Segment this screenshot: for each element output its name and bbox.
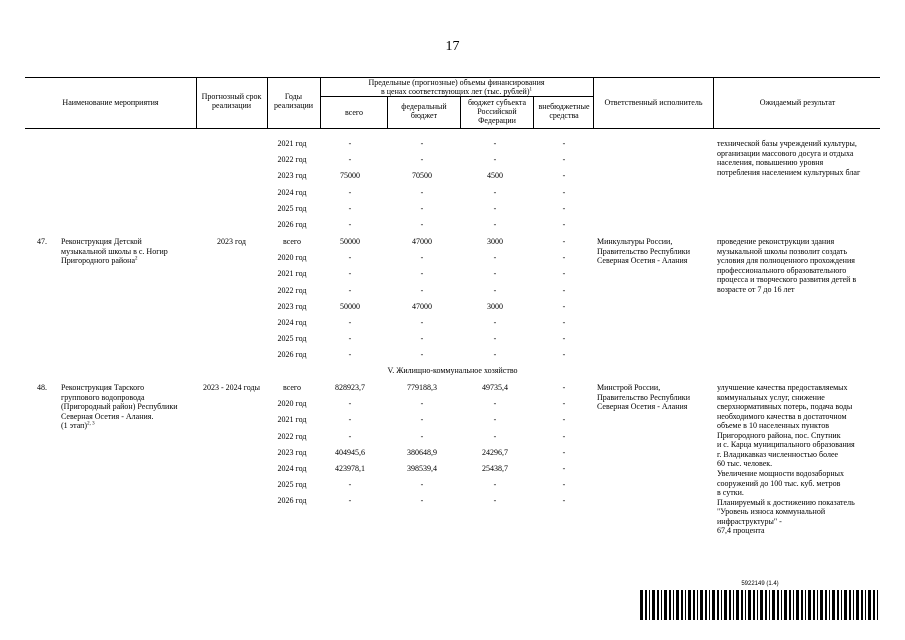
subject-cell: - (493, 155, 497, 165)
barcode-bar (868, 590, 871, 620)
barcode-bar (685, 590, 686, 620)
barcode-bar (721, 590, 722, 620)
result-line: в сутки. (717, 488, 744, 498)
barcode-bar (789, 590, 791, 620)
extra-cell: - (562, 480, 566, 490)
result-line: Пригородного района, пос. Спутник (717, 430, 841, 440)
subject-cell: 24296,7 (482, 447, 508, 457)
barcode-bar (664, 590, 667, 620)
year-cell: 2026 год (277, 220, 307, 229)
subject-cell: - (493, 187, 497, 197)
barcode-bar (772, 590, 775, 620)
barcode-bar (760, 590, 763, 620)
barcode-bar (861, 590, 863, 620)
barcode-bar (700, 590, 703, 620)
subject-cell: - (493, 480, 497, 490)
subject-cell: - (493, 318, 497, 327)
barcode-bar (705, 590, 707, 620)
footnote-ref: 1 (529, 87, 532, 93)
result-line: сверхнормативных потерь, подача воды (717, 402, 853, 412)
total-cell: - (348, 318, 352, 327)
federal-cell: - (420, 318, 424, 327)
header-extra: внебюджетные средства (538, 102, 590, 120)
year-cell: 2026 год (277, 496, 307, 506)
total-cell: - (348, 496, 352, 506)
barcode-bar (765, 590, 767, 620)
extra-cell: - (562, 285, 566, 295)
federal-cell: - (420, 431, 424, 441)
year-cell: всего (282, 383, 301, 392)
subject-cell: - (493, 431, 497, 441)
federal-cell: - (420, 415, 424, 425)
subject-cell: - (493, 285, 497, 295)
item-name-line: группового водопровода (61, 392, 145, 402)
barcode-bar (793, 590, 794, 620)
barcode-bar (681, 590, 683, 620)
year-cell: 2023 год (277, 171, 307, 181)
federal-cell: - (420, 253, 424, 263)
result-line: организации массового досуга и отдыха (717, 148, 854, 158)
subject-cell: - (493, 399, 497, 409)
barcode-bar (697, 590, 698, 620)
extra-cell: - (562, 383, 566, 392)
barcode-bar (825, 590, 827, 620)
year-cell: 2022 год (277, 155, 307, 165)
extra-cell: - (562, 431, 566, 441)
total-cell: 828923,7 (335, 383, 365, 392)
header-funding (322, 78, 591, 96)
extra-cell: - (562, 203, 566, 213)
total-cell: - (348, 220, 352, 229)
extra-cell: - (562, 301, 566, 311)
header-bottom-rule (25, 128, 880, 129)
executor-line: Северная Осетия - Алания (597, 256, 688, 266)
year-cell: 2024 год (277, 464, 307, 473)
subject-cell: - (493, 253, 497, 263)
subject-cell: 4500 (487, 171, 503, 181)
result-line: условия для полноценного прохождения (717, 256, 855, 266)
header-result: Ожидаемый результат (759, 98, 836, 107)
executor-line: Минстрой России, (597, 383, 661, 392)
total-cell: - (348, 187, 352, 197)
header-term: Прогнозный срок реализации (201, 92, 262, 110)
barcode-bar (805, 590, 806, 620)
year-cell: 2021 год (277, 415, 307, 425)
subject-cell: - (493, 334, 497, 344)
barcode-bar (873, 590, 875, 620)
total-cell: 50000 (340, 301, 360, 311)
item-name-line: Реконструкция Детской (61, 237, 142, 246)
federal-cell: 47000 (412, 237, 432, 246)
footnote-ref: 2 (135, 256, 138, 262)
subject-cell: 3000 (487, 301, 503, 311)
extra-cell: - (562, 269, 566, 279)
federal-cell: - (420, 334, 424, 344)
subject-cell: - (493, 220, 497, 229)
extra-cell: - (562, 318, 566, 327)
item-term: 2023 год (217, 237, 246, 246)
result-line: коммунальных услуг, снижение (717, 392, 825, 402)
header-funding-line2: в ценах соответствующих лет (тыс. рублей)$^1$ (381, 87, 532, 96)
barcode-bar (841, 590, 842, 620)
result-line: Планируемый к достижению показатель (717, 497, 855, 507)
col-divider (320, 77, 321, 128)
extra-cell: - (562, 220, 566, 229)
barcode-bar (813, 590, 815, 620)
total-cell: - (348, 139, 352, 148)
barcode-bar (649, 590, 650, 620)
total-cell: - (348, 285, 352, 295)
col-divider (267, 77, 268, 128)
barcode-bar (712, 590, 715, 620)
barcode-bar (688, 590, 691, 620)
barcode-bar (808, 590, 811, 620)
section-title: V. Жилищно-коммунальное хозяйство (387, 366, 518, 375)
subject-cell: 3000 (487, 237, 503, 246)
result-line: возрасте от 7 до 16 лет (717, 285, 795, 294)
total-cell: - (348, 399, 352, 409)
year-cell: 2020 год (277, 399, 307, 409)
barcode-bar (657, 590, 659, 620)
barcode-bar (801, 590, 803, 620)
result-line: объеме в 10 населенных пунктов (717, 421, 829, 431)
result-line: 60 тыс. человек. (717, 459, 773, 469)
year-cell: 2024 год (277, 187, 307, 197)
barcode-bar (832, 590, 835, 620)
page-number: 17 (445, 39, 460, 54)
barcode-bar (652, 590, 655, 620)
subject-cell: - (493, 350, 497, 360)
barcode-bar (853, 590, 854, 620)
item-name-line: Реконструкция Тарского (61, 383, 145, 392)
barcode-bar (736, 590, 739, 620)
barcode-bar (796, 590, 799, 620)
result-line: потребления населением культурных благ (717, 167, 861, 177)
federal-cell: 380648,9 (407, 447, 437, 457)
barcode-bar (717, 590, 719, 620)
total-cell: - (348, 350, 352, 360)
barcode-bar (645, 590, 647, 620)
funding-subheader-rule (320, 96, 593, 97)
subject-cell: - (493, 203, 497, 213)
subject-cell: 49735,4 (482, 383, 508, 392)
barcode-bar (777, 590, 779, 620)
col-divider (196, 77, 197, 128)
result-line: и с. Карца муниципального образования (717, 440, 855, 450)
header-name: Наименование мероприятия (62, 98, 159, 107)
extra-cell: - (562, 237, 566, 246)
result-line: г. Владикавказ численностью более (717, 449, 839, 459)
year-cell: 2023 год (277, 301, 307, 311)
total-cell: - (348, 480, 352, 490)
col-divider (593, 77, 594, 128)
col-divider (460, 96, 461, 128)
barcode-bar (844, 590, 847, 620)
federal-cell: - (420, 139, 424, 148)
item-name-line: (1 этап)$^{2, 3}$ (61, 421, 95, 431)
year-cell: 2023 год (277, 447, 307, 457)
result-line: необходимого качества в достаточном (717, 411, 847, 421)
item-name-line: (Пригородный район) Республики (61, 402, 178, 412)
total-cell: - (348, 431, 352, 441)
item-name-line: Северная Осетия - Алания. (61, 411, 154, 421)
result-line: 67,4 процента (717, 526, 765, 536)
federal-cell: - (420, 285, 424, 295)
executor-line: Правительство Республики (597, 392, 690, 402)
total-cell: 75000 (340, 171, 360, 181)
extra-cell: - (562, 399, 566, 409)
extra-cell: - (562, 350, 566, 360)
extra-cell: - (562, 447, 566, 457)
barcode-bar (817, 590, 818, 620)
extra-cell: - (562, 464, 566, 473)
barcode-bar (877, 590, 878, 620)
item-number: 48. (37, 383, 47, 392)
barcode-label: 5922149 (1.4) (741, 581, 779, 587)
extra-cell: - (562, 171, 566, 181)
year-cell: всего (282, 237, 301, 246)
federal-cell: - (420, 220, 424, 229)
result-line: музыкальной школы позволит создать (717, 246, 848, 256)
barcode-image (640, 590, 880, 620)
federal-cell: - (420, 155, 424, 165)
year-cell: 2022 год (277, 285, 307, 295)
barcode-bar (724, 590, 727, 620)
barcode-bar (693, 590, 695, 620)
year-cell: 2025 год (277, 334, 307, 344)
result-line: Увеличение мощности водозаборных (717, 468, 845, 478)
total-cell: - (348, 334, 352, 344)
federal-cell: - (420, 350, 424, 360)
federal-cell: - (420, 480, 424, 490)
barcode-bar (729, 590, 731, 620)
result-line: инфраструктуры" - (717, 516, 782, 526)
barcode-bar (865, 590, 866, 620)
federal-cell: - (420, 269, 424, 279)
barcode-bar (829, 590, 830, 620)
header-total: всего (344, 108, 363, 117)
year-cell: 2020 год (277, 253, 307, 263)
executor-line: Минкультуры России, (597, 237, 673, 246)
barcode-bar (640, 590, 643, 620)
subject-cell: - (493, 496, 497, 506)
total-cell: - (348, 253, 352, 263)
extra-cell: - (562, 139, 566, 148)
header-subject: бюджет субъекта Российской Федерации (467, 98, 526, 125)
header-funding-line1: Предельные (прогнозные) объемы финансирования (368, 78, 545, 87)
barcode-bar (733, 590, 734, 620)
federal-cell: - (420, 496, 424, 506)
year-cell: 2022 год (277, 431, 307, 441)
total-cell: 50000 (340, 237, 360, 246)
total-cell: - (348, 155, 352, 165)
result-line: улучшение качества предоставляемых (717, 383, 848, 392)
barcode-bar (837, 590, 839, 620)
barcode-bar (661, 590, 662, 620)
extra-cell: - (562, 253, 566, 263)
barcode-bar (669, 590, 671, 620)
total-cell: - (348, 203, 352, 213)
federal-cell: 47000 (412, 301, 432, 311)
result-line: "Уровень износа коммунальной (717, 507, 826, 517)
item-name-line: музыкальной школы в с. Ногир (61, 246, 168, 256)
result-line: сооружений до 100 тыс. куб. метров (717, 478, 841, 488)
header-federal: федеральный бюджет (401, 102, 447, 120)
subject-cell: - (493, 139, 497, 148)
barcode-bar (748, 590, 751, 620)
federal-cell: - (420, 187, 424, 197)
result-line: технической базы учреждений культуры, (717, 139, 857, 148)
year-cell: 2025 год (277, 480, 307, 490)
item-number: 47. (37, 237, 47, 246)
footnote-ref: 2, 3 (87, 421, 95, 427)
extra-cell: - (562, 334, 566, 344)
col-divider (713, 77, 714, 128)
item-name-line: Пригородного района$^2$ (61, 256, 138, 266)
header-years: Годы реализации (273, 92, 314, 110)
year-cell: 2021 год (277, 139, 307, 148)
barcode-bar (856, 590, 859, 620)
item-term: 2023 - 2024 годы (203, 383, 260, 392)
header-executor: Ответственный исполнитель (604, 98, 703, 107)
federal-cell: 779188,3 (407, 383, 437, 392)
extra-cell: - (562, 415, 566, 425)
federal-cell: 70500 (412, 171, 432, 181)
total-cell: 423978,1 (335, 464, 365, 473)
barcode-bar (820, 590, 823, 620)
executor-line: Правительство Республики (597, 246, 690, 256)
total-cell: - (348, 415, 352, 425)
extra-cell: - (562, 187, 566, 197)
barcode-bar (709, 590, 710, 620)
barcode-bar (741, 590, 743, 620)
year-cell: 2026 год (277, 350, 307, 360)
year-cell: 2021 год (277, 269, 307, 279)
result-line: процесса и творческого развития детей в (717, 275, 857, 285)
barcode-bar (745, 590, 746, 620)
barcode-bar (673, 590, 674, 620)
year-cell: 2024 год (277, 318, 307, 327)
barcode-bar (781, 590, 782, 620)
result-line: населения, повышению уровня (717, 158, 824, 168)
executor-line: Северная Осетия - Алания (597, 402, 688, 412)
extra-cell: - (562, 496, 566, 506)
result-line: профессионального образовательного (717, 265, 847, 275)
total-cell: 404945,6 (335, 447, 365, 457)
federal-cell: - (420, 203, 424, 213)
barcode-bar (849, 590, 851, 620)
barcode-bar (757, 590, 758, 620)
federal-cell: 398539,4 (407, 464, 437, 473)
col-divider (387, 96, 388, 128)
subject-cell: - (493, 269, 497, 279)
year-cell: 2025 год (277, 203, 307, 213)
barcode-bar (769, 590, 770, 620)
col-divider (533, 96, 534, 128)
result-line: проведение реконструкции здания (717, 237, 835, 246)
federal-cell: - (420, 399, 424, 409)
subject-cell: 25438,7 (482, 464, 508, 473)
barcode-bar (753, 590, 755, 620)
total-cell: - (348, 269, 352, 279)
barcode-bar (676, 590, 679, 620)
barcode-bar (784, 590, 787, 620)
extra-cell: - (562, 155, 566, 165)
subject-cell: - (493, 415, 497, 425)
